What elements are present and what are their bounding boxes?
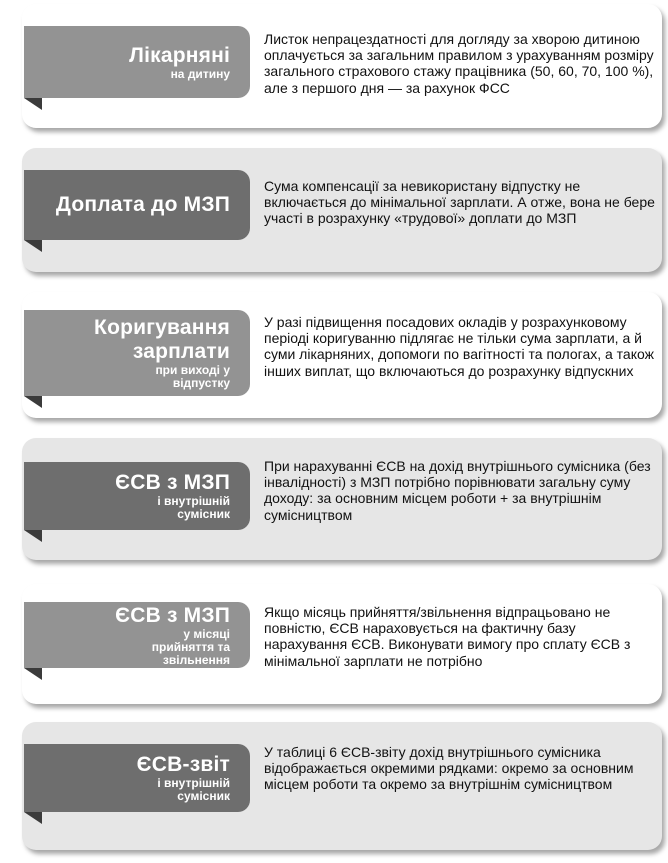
- label-fold: [24, 668, 42, 680]
- label-fold: [24, 98, 42, 110]
- info-card-ssc-report: [22, 722, 662, 850]
- card-text: У таблиці 6 ЄСВ-звіту дохід внутрішнього сумісника відображається окремими рядками: окремо за основним місцем роботи та окремо за внутрішнім сумісництвом: [264, 744, 634, 793]
- card-label: [24, 462, 250, 530]
- card-label: [24, 744, 250, 812]
- label-fold: [24, 396, 42, 408]
- label-fold: [24, 240, 42, 252]
- card-subtitle: і внутрішній сумісник: [157, 776, 230, 803]
- card-text: Листок непрацездатності для догляду за хворою дитиною оплачується за загальним правилом з урахуванням розміру загального страхового стажу працівника (50, 60, 70, 100 %), але з першого дня — за рахунок ФСС: [264, 31, 654, 96]
- info-card-sick-leave-child: [22, 4, 662, 128]
- card-text: Сума компенсації за невикористану відпустку не включається до мінімальної зарплати. А отже, вона не бере участі в розрахунку «трудової» доплати до МЗП: [264, 178, 655, 227]
- card-label: [24, 602, 250, 668]
- card-text: У разі підвищення посадових окладів у розрахунковому періоді коригуванню підлягає не тільки сума зарплати, а й суми лікарняних, допомоги по вагітності та пологах, а також інших виплат, що включаються до розрахунку відпускних: [264, 314, 654, 379]
- info-card-ssc-hire-dismissal-month: [22, 584, 662, 704]
- info-card-ssc-internal-part-timer: [22, 438, 662, 560]
- card-title: ЄСВ-звіт: [136, 753, 230, 776]
- card-subtitle: і внутрішній сумісник: [157, 494, 230, 521]
- card-subtitle: при виході у відпустку: [155, 363, 230, 390]
- info-card-salary-adjustment: [22, 292, 662, 418]
- card-subtitle: на дитину: [170, 66, 230, 81]
- card-title: Доплата до МЗП: [55, 193, 230, 216]
- card-title: ЄСВ з МЗП: [115, 603, 230, 627]
- info-card-min-wage-topup: [22, 148, 662, 272]
- card-label: [24, 310, 250, 396]
- label-fold: [24, 812, 42, 824]
- card-label: [24, 26, 250, 98]
- card-subtitle: у місяці прийняття та звільнення: [151, 626, 230, 667]
- card-text: При нарахуванні ЄСВ на дохід внутрішнього сумісника (без інвалідності) з МЗП потрібно порівнювати загальну суму доходу: за основним місцем роботи + за внутрішнім сумісництвом: [264, 458, 651, 523]
- card-title: Коригування зарплати: [94, 316, 230, 363]
- card-title: ЄСВ з МЗП: [115, 471, 230, 494]
- card-label: [24, 170, 250, 240]
- label-fold: [24, 530, 42, 542]
- card-title: Лікарняні: [129, 43, 230, 67]
- card-text: Якщо місяць прийняття/звільнення відпрацьовано не повністю, ЄСВ нараховується на фактичну базу нарахування ЄСВ. Виконувати вимогу про сплату ЄСВ з мінімальної зарплати не потрібно: [264, 604, 631, 669]
